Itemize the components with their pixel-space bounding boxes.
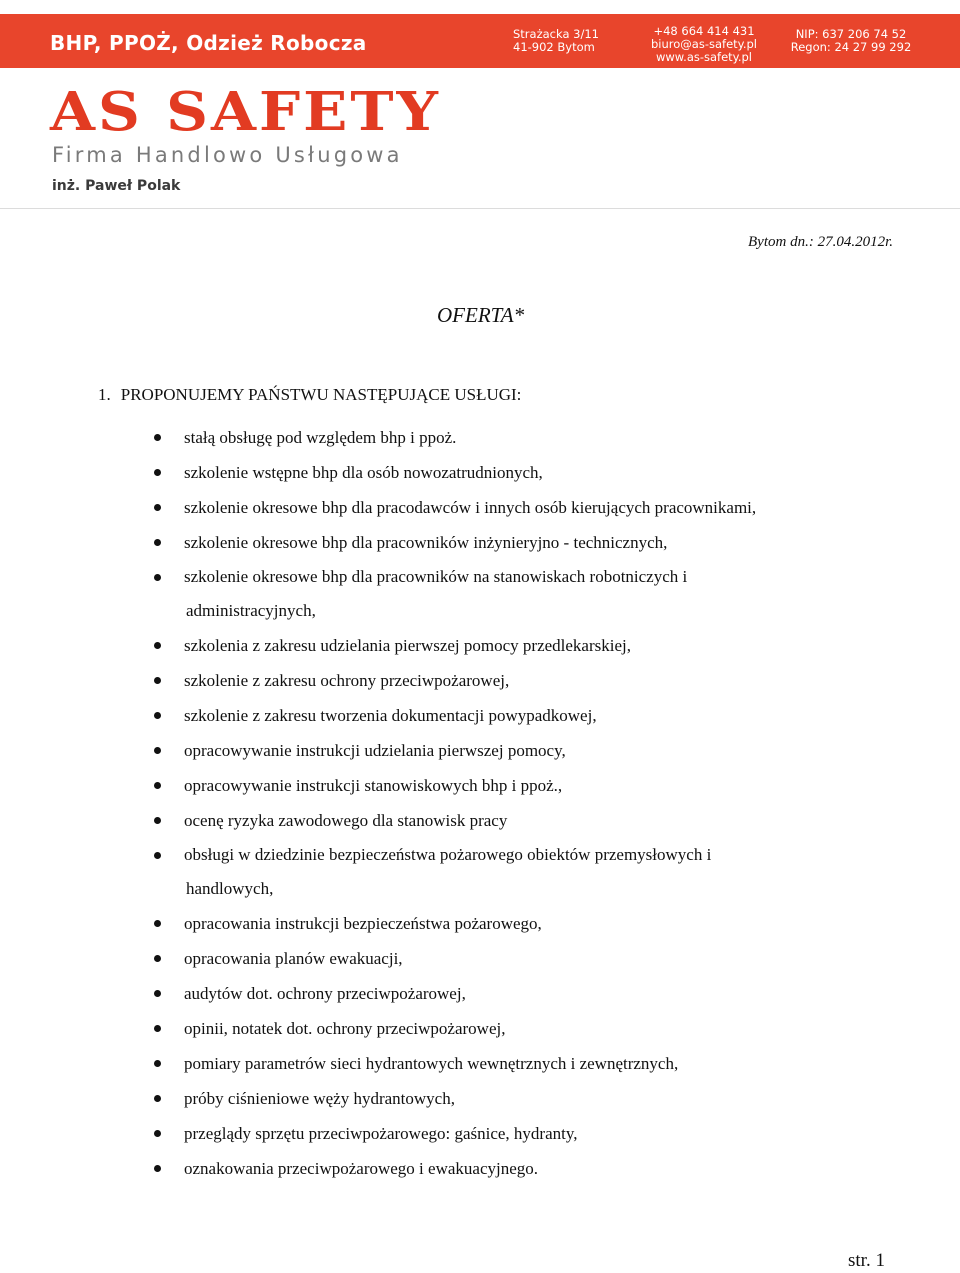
contact-phone: +48 664 414 431 [653,24,755,38]
list-item-text-continued: administracyjnych, [186,601,316,620]
nip-number: NIP: 637 206 74 52 [795,27,907,41]
list-item [154,803,894,838]
owner-name: inż. Paweł Polak [52,178,181,194]
list-item-text: szkolenia z zakresu udzielania pierwszej pomocy przedlekarskiej, [184,636,631,655]
section-number: 1. [98,385,111,404]
bullet-icon [154,712,161,719]
list-item [154,628,894,663]
list-item-text: stałą obsługę pod względem bhp i ppoż. [184,428,457,447]
list-item [154,941,894,976]
bullet-icon [154,920,161,927]
bullet-icon [154,990,161,997]
list-item-text: audytów dot. ochrony przeciwpożarowej, [184,984,466,1003]
list-item [154,906,894,941]
list-item-text: próby ciśnieniowe węży hydrantowych, [184,1089,455,1108]
bullet-icon [154,1095,161,1102]
address-street: Strażacka 3/11 [513,27,599,41]
document-title: OFERTA* [437,303,525,327]
bullet-icon [154,782,161,789]
list-item [154,455,894,490]
bullet-icon [154,747,161,754]
list-item-text: szkolenie okresowe bhp dla pracodawców i innych osób kierujących pracownikami, [184,498,757,517]
bullet-icon [154,1060,161,1067]
bullet-icon [154,539,161,546]
list-item-text: opracowania instrukcji bezpieczeństwa pożarowego, [184,914,542,933]
list-item [154,976,894,1011]
list-item-text: szkolenie z zakresu ochrony przeciwpożarowej, [184,671,510,690]
logo-wordmark: AS SAFETY [50,80,441,143]
list-item-text: opinii, notatek dot. ochrony przeciwpożarowej, [184,1019,506,1038]
page-number: str. 1 [848,1250,885,1271]
list-item-text: przeglądy sprzętu przeciwpożarowego: gaśnice, hydranty, [184,1124,578,1143]
logo-subtitle: Firma Handlowo Usługowa [52,143,403,167]
list-item-text: opracowywanie instrukcji stanowiskowych bhp i ppoż., [184,776,563,795]
bullet-icon [154,574,161,581]
bullet-icon [154,469,161,476]
list-item-text: opracowywanie instrukcji udzielania pierwszej pomocy, [184,741,566,760]
section-heading-text: PROPONUJEMY PAŃSTWU NASTĘPUJĄCE USŁUGI: [120,385,522,404]
list-item [154,1151,894,1186]
list-item [154,490,894,525]
list-item [154,1081,894,1116]
bullet-icon [154,504,161,511]
bullet-icon [154,434,161,441]
list-item-text: szkolenie z zakresu tworzenia dokumentacji powypadkowej, [184,706,597,725]
list-item [154,420,894,455]
list-item-text: ocenę ryzyka zawodowego dla stanowisk pracy [184,811,508,830]
section-heading [98,385,521,405]
regon-number: Regon: 24 27 99 292 [790,40,912,54]
list-item [154,1011,894,1046]
bullet-icon [154,817,161,824]
company-contact [640,25,768,64]
list-item [154,698,894,733]
list-item-text-continued: handlowych, [186,879,274,898]
list-item-text: obsługi w dziedzinie bezpieczeństwa pożarowego obiektów przemysłowych i [184,845,712,864]
list-item [154,1046,894,1081]
header-banner [0,14,960,68]
letterhead-logo [0,68,960,209]
services-list [154,420,894,1186]
bullet-icon [154,1130,161,1137]
list-item [154,663,894,698]
bullet-icon [154,1025,161,1032]
company-address [513,27,599,54]
list-item-text: szkolenie okresowe bhp dla pracowników inżynieryjno - technicznych, [184,533,668,552]
bullet-icon [154,955,161,962]
bullet-icon [154,642,161,649]
document-date: Bytom dn.: 27.04.2012r. [748,234,893,250]
list-item-text: pomiary parametrów sieci hydrantowych wewnętrznych i zewnętrznych, [184,1054,679,1073]
list-item [154,560,894,628]
bullet-icon [154,1165,161,1172]
company-tagline: BHP, PPOŻ, Odzież Robocza [50,31,367,55]
list-item [154,1116,894,1151]
contact-website: www.as-safety.pl [656,50,752,64]
list-item-text: szkolenie wstępne bhp dla osób nowozatrudnionych, [184,463,543,482]
list-item-text: opracowania planów ewakuacji, [184,949,403,968]
list-item-text: oznakowania przeciwpożarowego i ewakuacyjnego. [184,1159,539,1178]
list-item [154,525,894,560]
bullet-icon [154,677,161,684]
list-item [154,768,894,803]
contact-email: biuro@as-safety.pl [651,37,757,51]
list-item [154,733,894,768]
list-item [154,838,894,906]
company-ids [785,28,917,54]
bullet-icon [154,852,161,859]
address-city: 41-902 Bytom [513,40,595,54]
list-item-text: szkolenie okresowe bhp dla pracowników na stanowiskach robotniczych i [184,567,688,586]
